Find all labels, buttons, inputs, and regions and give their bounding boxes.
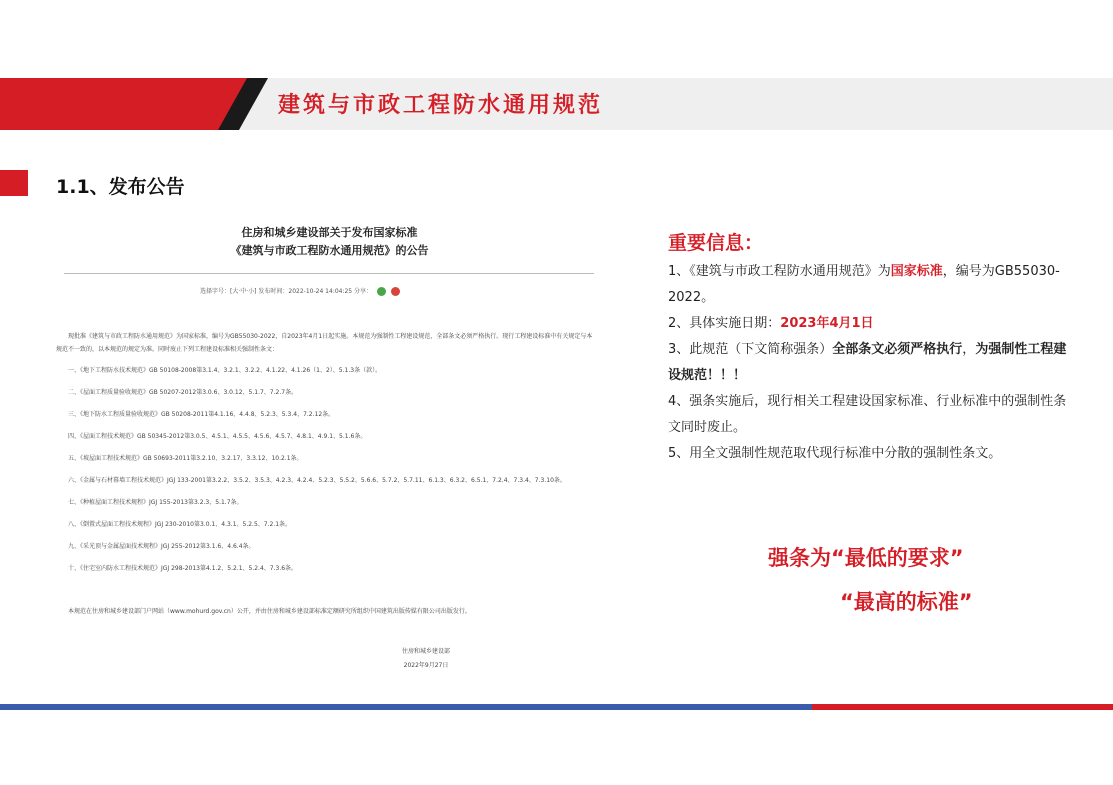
notice-item: 五、《坡屋面工程技术规范》GB 50693-2011第3.2.10、3.2.17、3.3.12、10.2.1条。 [68, 455, 303, 462]
notice-item: 九、《采光顶与金属屋面技术规程》JGJ 255-2012第3.1.6、4.6.4条。 [68, 543, 255, 550]
info-item-1-highlight: 国家标准 [890, 264, 943, 279]
footer-blue-bar [0, 704, 812, 710]
notice-item-list [56, 365, 601, 585]
notice-item: 二、《屋面工程质量验收规范》GB 50207-2012第3.0.6、3.0.12、5.1.7、7.2.7条。 [68, 389, 298, 396]
info-item-3-text: 3、此规范（下文简称强条） [668, 342, 833, 357]
info-item-2-text: 2、具体实施日期： [668, 316, 781, 331]
info-item-1-suffix: ，编号为GB55030-2022。 [668, 264, 1060, 305]
notice-title-line2: 《建筑与市政工程防水通用规范》的公告 [230, 244, 429, 257]
info-item-3-emphasis: 全部条文必须严格执行 [832, 342, 963, 357]
info-heading: 重要信息： [668, 232, 764, 254]
info-item-1 [668, 259, 1078, 311]
info-item-3-emphasis-2: 为强制性工程建设规范！！！ [668, 342, 1067, 383]
important-info-panel [668, 228, 1078, 467]
notice-item: 六、《金属与石材幕墙工程技术规范》JGJ 133-2001第3.2.2、3.5.2、3.5.3、4.2.3、4.2.4、5.2.3、5.5.2、5.6.6、5.7.2、5.7.11、6.1.3、6.3.2、6.5.1、7.2.4、7.3.4、7.3.10条。 [68, 477, 566, 484]
slogan-line-2: “最高的标准” [840, 590, 973, 614]
notice-closing: 本规范在住房和城乡建设部门户网站（www.mohurd.gov.cn）公开，并由住房和城乡建设部标准定额研究所组织中国建筑出版传媒有限公司出版发行。 [68, 608, 471, 615]
info-item-2-date: 2023年4月1日 [780, 316, 874, 331]
section-marker [0, 170, 28, 196]
info-item-2 [668, 311, 1078, 337]
info-item-3-comma: ， [962, 342, 976, 357]
weibo-share-icon[interactable] [391, 287, 400, 296]
notice-intro: 现批准《建筑与市政工程防水通用规范》为国家标准，编号为GB55030-2022，自2023年4月1日起实施。本规范为强制性工程建设规范，全部条文必须严格执行。现行工程建设标准中有关规定与本规范不一致的，以本规范的规定为准。同时废止下列工程建设标准相关强制性条文： [56, 333, 593, 353]
notice-item: 四、《屋面工程技术规范》GB 50345-2012第3.0.5、4.5.1、4.5.5、4.5.6、4.5.7、4.8.1、4.9.1、5.1.6条。 [68, 433, 367, 440]
info-item-4: 4、强条实施后，现行相关工程建设国家标准、行业标准中的强制性条文同时废止。 [668, 394, 1067, 435]
info-item-3 [668, 337, 1078, 389]
notice-date: 2022年9月27日 [403, 662, 449, 669]
notice-signature: 住房和城乡建设部 [402, 648, 451, 655]
notice-meta-text: 选择字号：[大·中·小] 发布时间：2022-10-24 14:04:25 分享： [200, 288, 373, 295]
notice-item: 七、《种植屋面工程技术规程》JGJ 155-2013第3.2.3、5.1.7条。 [68, 499, 243, 506]
notice-item: 八、《倒置式屋面工程技术规程》JGJ 230-2010第3.0.1、4.3.1、5.2.5、7.2.1条。 [68, 521, 292, 528]
slogan-line-1: 强条为“最低的要求” [768, 546, 964, 570]
announcement-document [52, 210, 607, 680]
notice-item: 一、《地下工程防水技术规范》GB 50108-2008第3.1.4、3.2.1、3.2.2、4.1.22、4.1.26（1、2）、5.1.3条（款）。 [68, 367, 382, 374]
info-item-1-text: 1、《建筑与市政工程防水通用规范》为 [668, 264, 891, 279]
wechat-share-icon[interactable] [377, 287, 386, 296]
notice-meta [200, 286, 400, 296]
footer-red-bar [812, 704, 1113, 710]
slide-title: 建筑与市政工程防水通用规范 [278, 93, 604, 118]
notice-item: 三、《地下防水工程质量验收规范》GB 50208-2011第4.1.16、4.4.8、5.2.3、5.3.4、7.2.12条。 [68, 411, 335, 418]
notice-signature-block [402, 645, 450, 673]
header-red-wedge [0, 78, 260, 130]
notice-item: 十、《住宅室内防水工程技术规范》JGJ 298-2013第4.1.2、5.2.1、5.2.4、7.3.6条。 [68, 565, 298, 572]
notice-divider [64, 273, 594, 274]
notice-title-line1: 住房和城乡建设部关于发布国家标准 [241, 226, 418, 239]
info-item-5: 5、用全文强制性规范取代现行标准中分散的强制性条文。 [668, 446, 1002, 461]
section-title: 1.1、发布公告 [56, 176, 185, 198]
